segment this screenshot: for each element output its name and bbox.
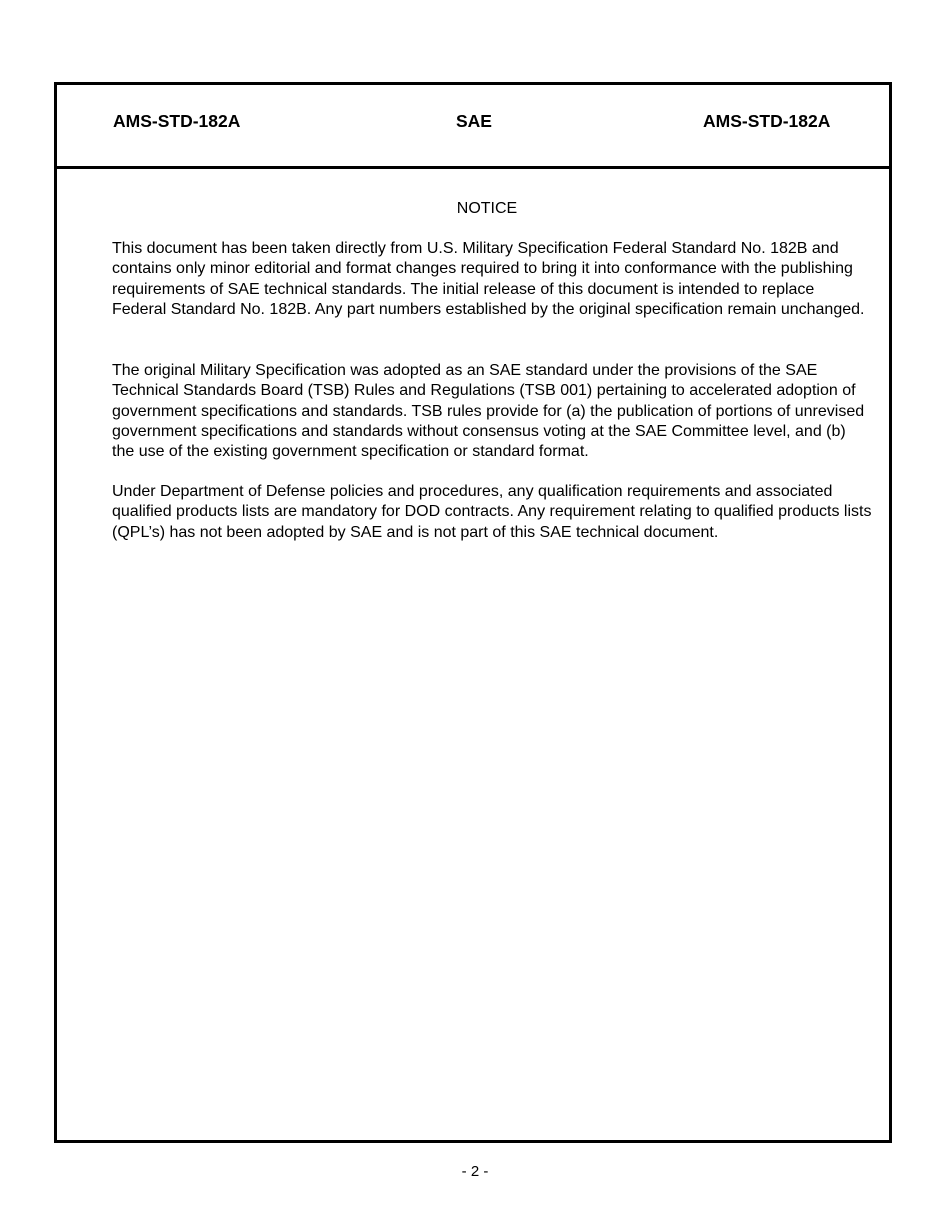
header-doc-id-right: AMS-STD-182A bbox=[703, 111, 831, 131]
notice-paragraph-1: This document has been taken directly from U.S. Military Specification Federal Standard No. 182B and contains only minor editorial and format changes required to bring it into conformance with the publishing requirements of SAE technical standards. The initial release of this document is intended to replace Federal Standard No. 182B. Any part numbers established by the original specification remain unchanged. bbox=[112, 240, 865, 318]
notice-paragraph-3: Under Department of Defense policies and procedures, any qualification requirements and associated qualified products lists are mandatory for DOD contracts. Any requirement relating to qualified products lists (QPL’s) has not been adopted by SAE and is not part of this SAE technical document. bbox=[112, 483, 872, 541]
notice-paragraph-2: The original Military Specification was adopted as an SAE standard under the provisions of the SAE Technical Standards Board (TSB) Rules and Regulations (TSB 001) pertaining to accelerated adoption of government specifications and standards. TSB rules provide for (a) the publication of portions of unrevised government specifications and standards without consensus voting at the SAE Committee level, and (b) the use of the existing government specification or standard format. bbox=[112, 362, 865, 461]
header-doc-id-left: AMS-STD-182A bbox=[113, 111, 241, 131]
document-header bbox=[57, 85, 889, 169]
notice-title: NOTICE bbox=[456, 200, 518, 217]
header-organization: SAE bbox=[456, 111, 492, 131]
page-frame bbox=[54, 82, 892, 1143]
page-number: - 2 - bbox=[461, 1163, 489, 1180]
